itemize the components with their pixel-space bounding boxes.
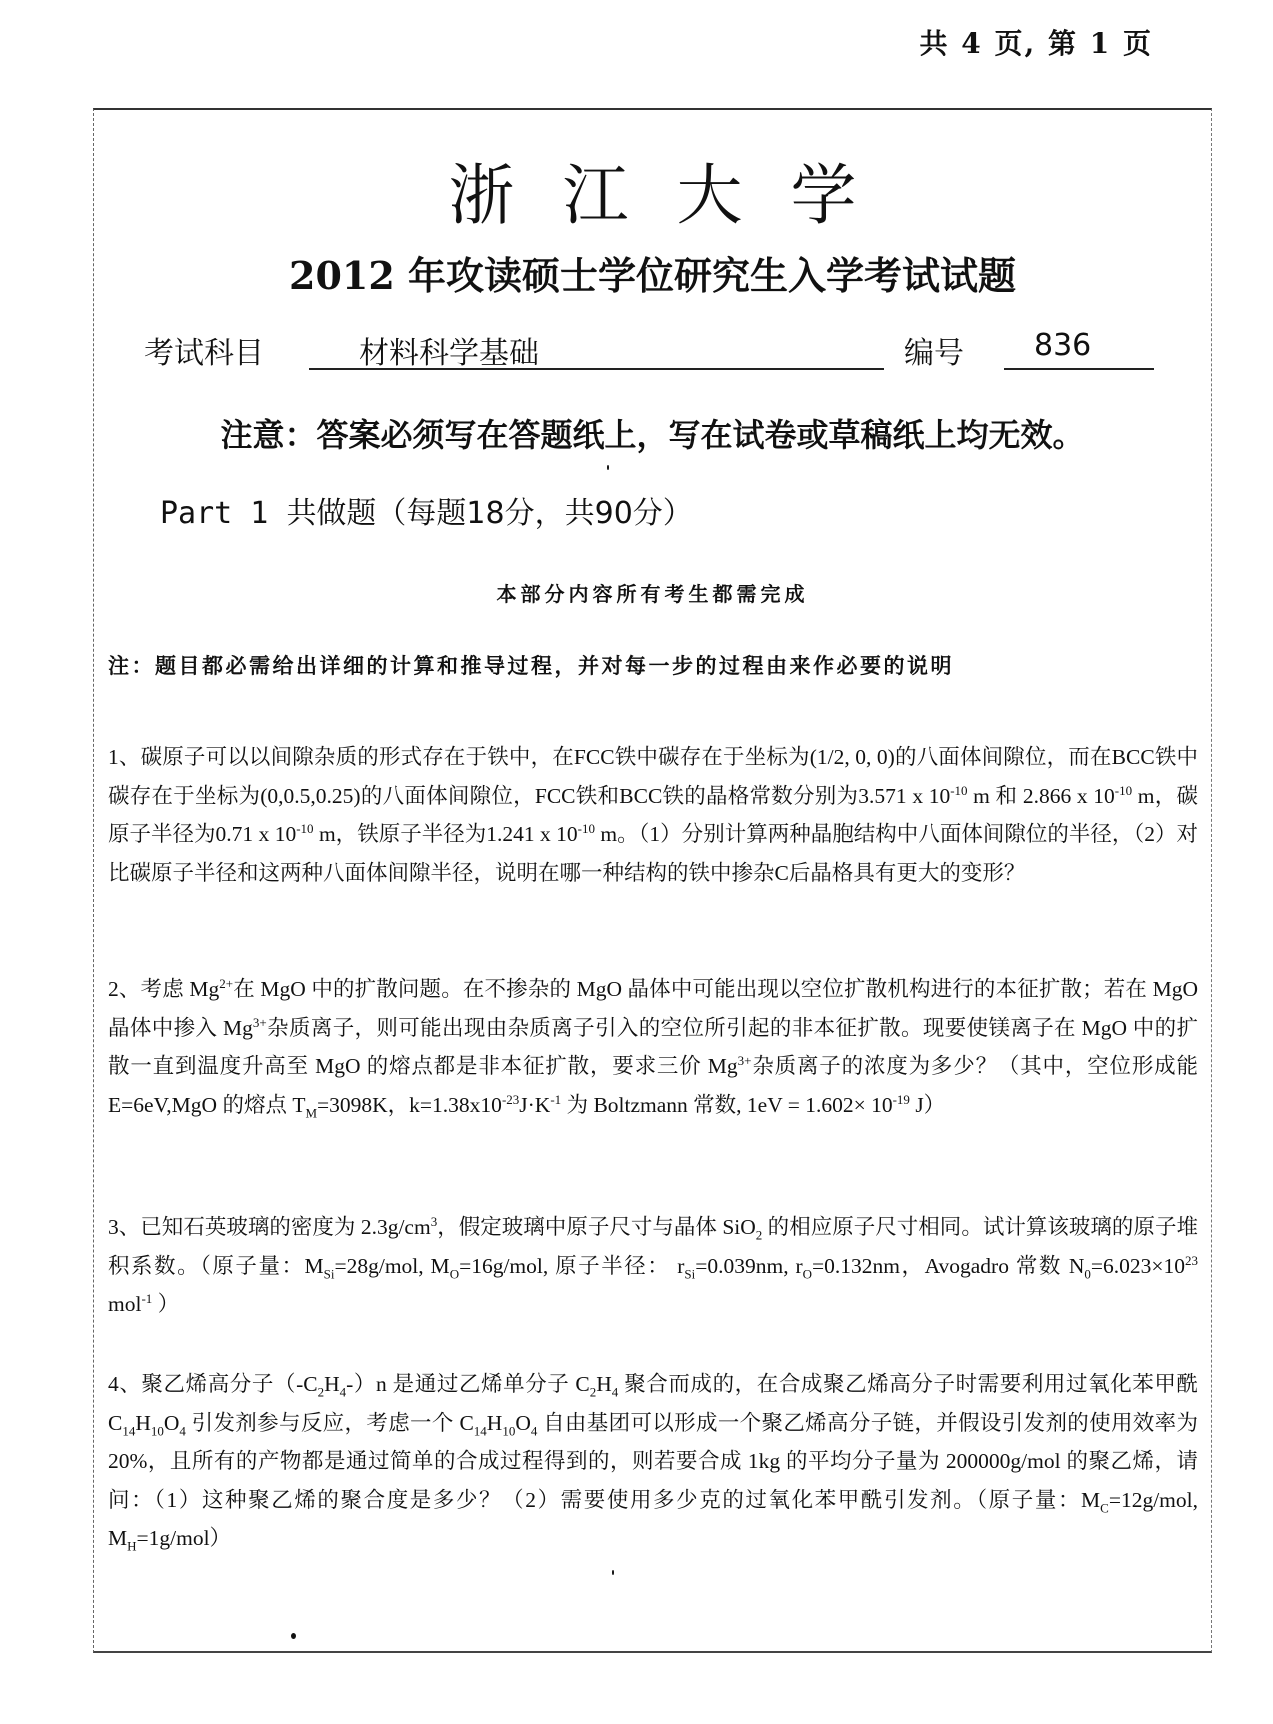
detail-note: 注：题目都必需给出详细的计算和推导过程，并对每一步的过程由来作必要的说明	[108, 653, 954, 678]
q1-text: m。（1）分别计算两种晶胞结构中八面体间隙位的半径，（2）对比碳原子半径和这两种八面体间隙半径，说明在哪一种结构的铁中掺杂C后晶格具有更大的变形？	[108, 822, 1198, 885]
q2-text: 为 Boltzmann 常数, 1eV = 1.602× 10	[561, 1092, 893, 1117]
superscript: 3+	[252, 1014, 267, 1030]
q1-text: m 和 2.866 x 10	[967, 783, 1115, 808]
subscript: 14	[473, 1422, 487, 1438]
q3-text: =28g/mol, M	[334, 1253, 450, 1278]
q4-text: 自由基团可以形成一个聚乙烯高分子链，并假设引发剂的使用效率为 20%，且所有的产物都是通过简单的合成过程得到的，则若要合成 1kg 的平均分子量为 200000g/mol 的聚乙烯，请问：（1）这种聚乙烯的聚合度是多少？（2）需要使用多少克的过氧化苯甲酰引发剂。（原子量：M	[108, 1410, 1198, 1512]
q4-text: 4、聚乙烯高分子（-C	[108, 1372, 318, 1396]
subscript: 4	[611, 1384, 619, 1400]
superscript: -23	[501, 1091, 520, 1107]
university-name: 浙江大学	[448, 157, 905, 234]
subscript: O	[449, 1265, 460, 1281]
subscript: 14	[122, 1422, 136, 1438]
q4-text: O	[163, 1410, 180, 1435]
q3-text: =16g/mol, 原子半径： r	[459, 1253, 685, 1278]
superscript: 23	[1185, 1252, 1198, 1268]
subject-value: 材料科学基础	[309, 328, 884, 370]
superscript: -1	[550, 1091, 562, 1107]
superscript: -10	[1114, 782, 1133, 798]
superscript: 3+	[737, 1052, 752, 1068]
q3-text: 的相应原子尺寸相同。试计算该玻璃的原子堆积系数。（原子量：M	[108, 1215, 1198, 1278]
q1-text: m，铁原子半径为1.241 x 10	[313, 822, 578, 846]
q4-text: -）n 是通过乙烯单分子 C	[346, 1372, 590, 1396]
q4-text: 聚合而成的，在合成聚乙烯高分子时需要利用过氧化苯甲酰 C	[108, 1372, 1198, 1435]
code-value: 836	[1004, 328, 1154, 370]
q3-text: =6.023×10	[1090, 1253, 1185, 1278]
subscript: 10	[150, 1422, 164, 1438]
scan-speck	[607, 465, 609, 470]
q3-text: ）	[152, 1292, 180, 1316]
q1-text: m，碳原子半径为0.71 x 10	[108, 783, 1198, 846]
q3-text: =0.132nm，Avogadro 常数 N	[812, 1253, 1085, 1278]
subscript: 4	[179, 1422, 186, 1438]
part-heading	[160, 488, 693, 532]
exam-title: 2012 年攻读硕士学位研究生入学考试试题	[289, 253, 1016, 298]
q2-text: 杂质离子，则可能出现由杂质离子引入的空位所引起的非本征扩散。现要使镁离子在 MgO 中的扩散一直到温度升高至 MgO 的熔点都是非本征扩散，要求三价 Mg	[108, 1015, 1198, 1078]
page-indicator: 共 4 页, 第 1 页	[919, 27, 1153, 60]
q3-text: 3、已知石英玻璃的密度为 2.3g/cm	[108, 1215, 431, 1239]
subscript: O	[802, 1265, 813, 1281]
subscript: M	[305, 1104, 318, 1120]
superscript: -10	[577, 820, 596, 836]
q4-text: H	[324, 1372, 340, 1396]
q3-text: =0.039nm, r	[695, 1253, 803, 1278]
subscript: 2	[317, 1384, 325, 1400]
code-label: 编号	[904, 336, 964, 371]
all-candidates-note: 本部分内容所有考生都需完成	[496, 582, 809, 606]
exam-frame	[93, 108, 1212, 1653]
q4-text: 引发剂参与反应，考虑一个 C	[185, 1410, 474, 1435]
question-2	[108, 970, 1198, 1124]
q2-text: 2、考虑 Mg	[108, 977, 220, 1001]
q4-text: =12g/mol, M	[108, 1487, 1198, 1550]
q2-text: J）	[909, 1092, 946, 1117]
q2-text: J·K	[519, 1092, 551, 1117]
q2-text: =3098K，k=1.38x10	[317, 1092, 502, 1117]
q4-text: =1g/mol）	[136, 1526, 232, 1550]
question-1	[108, 738, 1198, 892]
part-prefix: Part 1	[160, 496, 269, 531]
scan-speck	[291, 1633, 296, 1639]
q3-text: ，假定玻璃中原子尺寸与晶体 SiO	[437, 1215, 756, 1239]
subscript: C	[1100, 1499, 1109, 1515]
answer-notice: 注意：答案必须写在答题纸上，写在试卷或草稿纸上均无效。	[220, 416, 1085, 454]
subject-row	[144, 328, 1154, 378]
subscript: 4	[339, 1384, 347, 1400]
subscript: 2	[755, 1227, 763, 1243]
superscript: 3	[430, 1213, 438, 1229]
subscript: Si	[323, 1265, 335, 1281]
q4-text: O	[515, 1410, 531, 1435]
q4-text: H	[135, 1410, 151, 1435]
question-3	[108, 1208, 1198, 1324]
subscript: 4	[530, 1422, 538, 1438]
q4-text: H	[596, 1372, 612, 1396]
subscript: 10	[502, 1422, 516, 1438]
q1-text: 1、碳原子可以以间隙杂质的形式存在于铁中，在FCC铁中碳存在于坐标为(1/2, 0, 0)的八面体间隙位，而在BCC铁中碳存在于坐标为(0,0.5,0.25)的八面体间隙位，FCC铁和BCC铁的晶格常数分别为3.571 x 10	[108, 745, 1198, 808]
q3-text: mol	[108, 1292, 142, 1316]
subject-label: 考试科目	[144, 336, 264, 371]
scan-speck	[612, 1570, 614, 1575]
question-4	[108, 1365, 1198, 1558]
superscript: -19	[892, 1091, 910, 1107]
superscript: 2+	[219, 975, 234, 991]
q4-text: H	[486, 1410, 503, 1435]
superscript: -10	[950, 782, 968, 798]
subscript: Si	[684, 1265, 696, 1281]
q2-text: 杂质离子的浓度为多少？（其中，空位形成能 E=6eV,MgO 的熔点 T	[108, 1054, 1198, 1117]
q2-text: 在 MgO 中的扩散问题。在不掺杂的 MgO 晶体中可能出现以空位扩散机构进行的本征扩散；若在 MgO 晶体中掺入 Mg	[108, 977, 1198, 1040]
superscript: -10	[296, 820, 314, 836]
subscript: H	[127, 1538, 137, 1554]
superscript: -1	[141, 1290, 153, 1306]
subscript: 2	[589, 1384, 597, 1400]
subscript: 0	[1084, 1265, 1091, 1281]
part-title: 共做题（每题18分，共90分）	[286, 496, 693, 531]
